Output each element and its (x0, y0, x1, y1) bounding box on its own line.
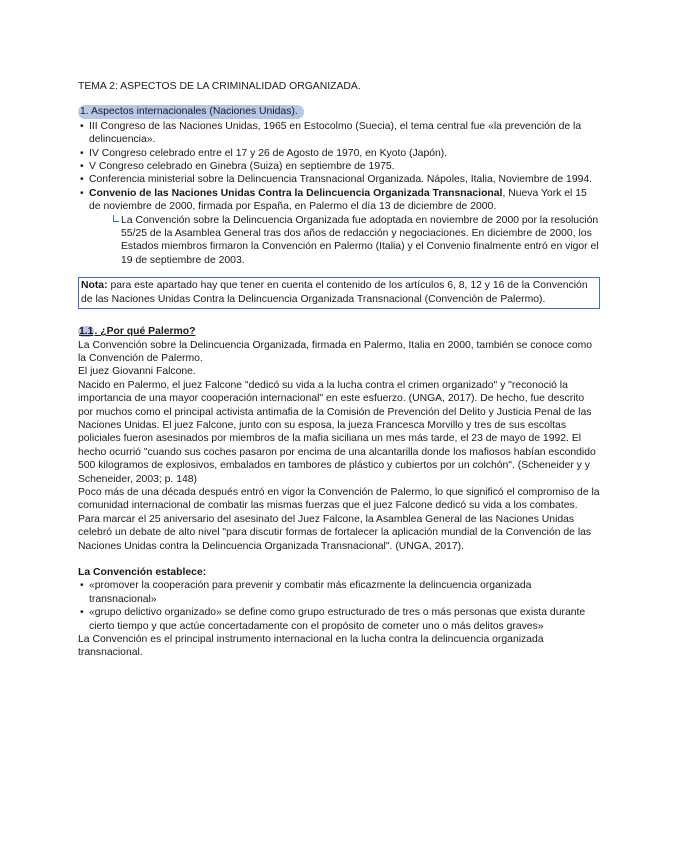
convention-heading: La Convención establece: (78, 567, 207, 578)
paragraph: Poco más de una década después entró en vigor la Convención de Palermo, lo que significó el compromiso de la comunidad internacional de combatir las mismas fuerzas que el juez Falcone dedicó su vida a los combates. Para marcar el 25 aniversario del asesinato del Juez Falcone, la Asamblea General de las Naciones Unidas celebró un debate de alto nivel "para discutir formas de fortalecer la aplicación mundial de la Convención de las Naciones Unidas contra la Delincuencia Organizada Transnacional". (UNGA, 2017). (78, 486, 600, 552)
document-body (78, 80, 600, 660)
section-1-heading: 1. Aspectos internacionales (Naciones Unidas). (78, 105, 304, 118)
section-1-1 (78, 325, 600, 553)
section-1-list (78, 120, 600, 214)
list-item: • «promover la cooperación para prevenir y combatir más eficazmente la delincuencia organizada transnacional» (78, 579, 600, 606)
section-number: 1.1 (79, 326, 94, 338)
section-1-1-heading (78, 325, 600, 338)
section-title: . ¿Por qué Palermo? (94, 326, 196, 338)
list-item: • III Congreso de las Naciones Unidas, 1965 en Estocolmo (Suecia), el tema central fue «la prevención de la delincuencia». (78, 120, 600, 147)
list-item: • IV Congreso celebrado entre el 17 y 26 de Agosto de 1970, en Kyoto (Japón). (78, 147, 600, 160)
convenio-title: Convenio de las Naciones Unidas Contra la Delincuencia Organizada Transnacional (89, 187, 503, 199)
paragraph: Nacido en Palermo, el juez Falcone "dedicó su vida a la lucha contra el crimen organizado" y "reconoció la importancia de una mayor cooperación internacional" en este esfuerzo. (UNGA, 2017). De hecho, fue descrito por muchos como el principal activista antimafia de la Comisión de Prevención del Delito y Justicia Penal de las Naciones Unidas. El juez Falcone, junto con su esposa, la jueza Francesca Morvillo y tres de sus escoltas policiales fueron asesinados por miembros de la mafia siciliana un mes más tarde, el 23 de mayo de 1992. El hecho ocurrió "cuando sus coches pasaron por encima de una alcantarilla donde los mafiosos habían escondido 500 kilogramos de explosivos, embalados en tambores de plástico y cubiertos por un colchón". (Scheneider y y Scheneider, 2003; p. 148) (78, 379, 596, 485)
note-text: para este apartado hay que tener en cuenta el contenido de los artículos 6, 8, 12 y 16 de la Convención de las Naciones Unidas Contra la Delincuencia Organizada Transnacional (Convención de Palermo). (81, 280, 588, 305)
convention-list (78, 579, 600, 633)
note-box (78, 277, 600, 309)
list-item: • «grupo delictivo organizado» se define como grupo estructurado de tres o más personas que exista durante cierto tiempo y que actúe concertadamente con el propósito de cometer uno o más delitos graves» (78, 606, 600, 633)
sub-note (115, 214, 600, 268)
page-title: TEMA 2: ASPECTOS DE LA CRIMINALIDAD ORGANIZADA. (78, 81, 361, 92)
paragraph: El juez Giovanni Falcone. (78, 366, 196, 378)
list-item: • Conferencia ministerial sobre la Delincuencia Transnacional Organizada. Nápoles, Italia, Noviembre de 1994. (78, 173, 600, 186)
sub-note-text: La Convención sobre la Delincuencia Organizada fue adoptada en noviembre de 2000 por la resolución 55/25 de la Asamblea General tras dos años de redacción y negociaciones. En diciembre de 2000, los Estados miembros firmaron la Convención en Palermo (Italia) y el Convenio finalmente entró en vigor el 19 de septiembre de 2003. (121, 214, 599, 266)
convention-section (78, 566, 600, 660)
list-item: • V Congreso celebrado en Ginebra (Suiza) en septiembre de 1975. (78, 160, 600, 173)
paragraph: La Convención sobre la Delincuencia Organizada, firmada en Palermo, Italia en 2000, también se conoce como la Convención de Palermo. (78, 339, 593, 364)
list-item-convenio (78, 187, 600, 214)
convention-closing: La Convención es el principal instrumento internacional en la lucha contra la delincuencia organizada transnacional. (78, 634, 544, 659)
note-label: Nota: (81, 280, 108, 292)
convenio-details: , Nueva York el 15 de noviembre de 2000, firmada por España, en Palermo el día 13 de diciembre de 2000. (89, 187, 587, 213)
section-1 (78, 105, 600, 267)
sub-note-connector-icon (113, 215, 119, 222)
